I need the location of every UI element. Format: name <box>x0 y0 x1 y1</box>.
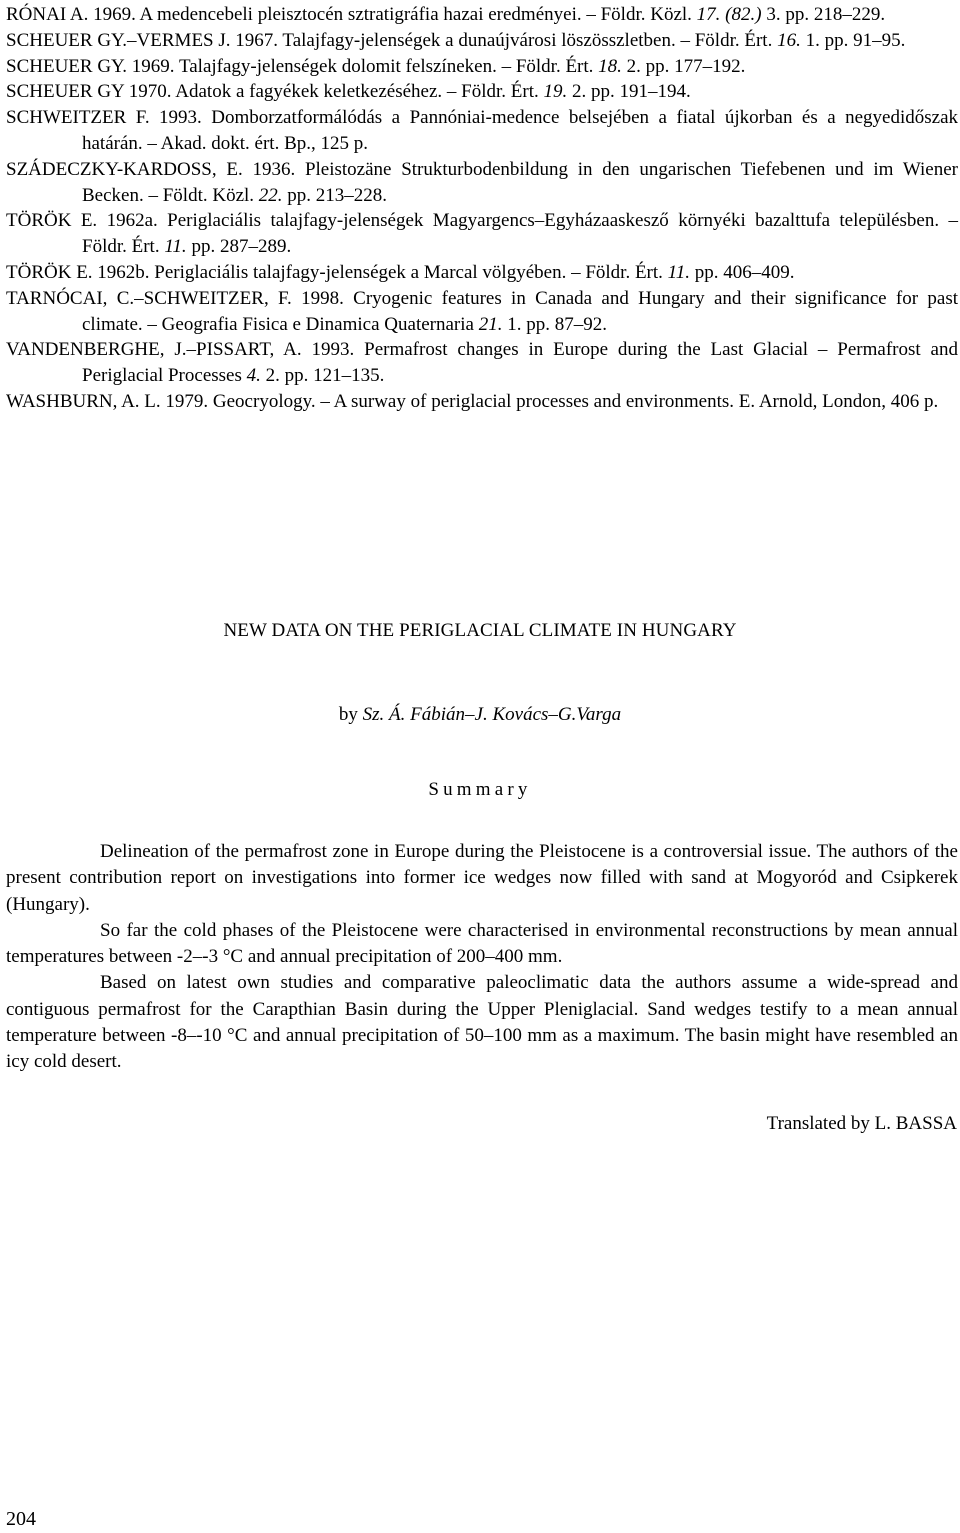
summary-heading: Summary <box>428 779 532 800</box>
reference-scheuer-1970 <box>6 79 958 105</box>
reference-text: SCHEUER GY. 1969. Talajfagy-jelenségek dolomit felszíneken. – Földr. Ért. <box>6 55 599 77</box>
reference-text: SZÁDECZKY-KARDOSS, E. 1936. Pleistozäne Strukturbodenbildung in den ungarischen Tiefebenen und im Wiener Becken. – Földt. Közl. <box>6 158 958 206</box>
reference-volume: 17. (82.) <box>696 4 762 25</box>
reference-pages: 3. pp. 218–229. <box>761 4 886 25</box>
summary-authors <box>0 704 960 726</box>
reference-volume: 18. <box>598 55 622 77</box>
reference-pages: pp. 287–289. <box>186 236 292 258</box>
summary-body <box>6 839 958 1076</box>
reference-pages: 2. pp. 191–194. <box>567 81 691 103</box>
reference-pages: pp. 213–228. <box>282 184 388 206</box>
reference-pages: 1. pp. 87–92. <box>502 313 607 335</box>
summary-paragraph: Delineation of the permafrost zone in Europe during the Pleistocene is a controversial issue. The authors of the present contribution report on investigations into former ice wedges now filled with sand at Mogyoród and Csipkerek (Hungary). <box>6 841 958 915</box>
reference-pages: 1. pp. 91–95. <box>800 29 906 51</box>
author-names: Sz. Á. Fábián–J. Kovács–G.Varga <box>362 704 622 725</box>
reference-text: WASHBURN, A. L. 1979. Geocryology. – A surway of periglacial processes and environments. E. Arnold, London, 406 p. <box>6 390 939 412</box>
reference-list <box>6 2 958 415</box>
reference-torok-1962a <box>6 208 958 260</box>
reference-tarnocai-schweitzer-1998 <box>6 286 958 338</box>
reference-volume: 19. <box>543 81 568 103</box>
reference-volume: 4. <box>246 365 261 387</box>
reference-text: TÖRÖK E. 1962a. Periglaciális talajfagy-jelenségek Magyargencs–Egyházaaskesző környéki bazalttufa településben. – Földr. Ért. <box>6 210 958 258</box>
reference-pages: 2. pp. 177–192. <box>621 55 746 77</box>
reference-text: TÖRÖK E. 1962b. Periglaciális talajfagy-jelenségek a Marcal völgyében. – Földr. Ért. <box>6 261 668 283</box>
reference-volume: 22. <box>258 184 283 206</box>
reference-scheuer-vermes-1967 <box>6 28 958 54</box>
reference-pages: 2. pp. 121–135. <box>260 365 385 387</box>
reference-volume: 16. <box>777 29 801 51</box>
page-number: 204 <box>6 1508 36 1530</box>
summary-paragraph: So far the cold phases of the Pleistocene were characterised in environmental reconstructions by mean annual temperatures between -2–-3 °C and annual precipitation of 200–400 mm. <box>6 919 958 968</box>
reference-text: SCHWEITZER F. 1993. Domborzatformálódás a Pannóniai-medence belsejében a fiatal újkorban és a negyedidőszak határán. – Akad. dokt. ért. Bp., 125 p. <box>6 107 958 154</box>
reference-text: TARNÓCAI, C.–SCHWEITZER, F. 1998. Cryogenic features in Canada and Hungary and their significance for past climate. – Geografia Fisica e Dinamica Quaternaria <box>6 287 958 335</box>
reference-text: RÓNAI A. 1969. A medencebeli pleisztocén sztratigráfia hazai eredményei. – Földr. Közl. <box>6 4 697 25</box>
reference-schweitzer-1993 <box>6 105 958 157</box>
reference-text: VANDENBERGHE, J.–PISSART, A. 1993. Permafrost changes in Europe during the Last Glacial – Permafrost and Periglacial Processes <box>6 339 958 387</box>
reference-vandenberghe-pissart-1993 <box>6 337 958 389</box>
by-label: by <box>338 704 363 725</box>
reference-torok-1962b <box>6 260 958 286</box>
reference-washburn-1979 <box>6 389 958 415</box>
summary-paragraph: Based on latest own studies and comparative paleoclimatic data the authors assume a wide-spread and contiguous permafrost for the Carapthian Basin during the Upper Pleniglacial. Sand wedges testify to a mean annual temperature between -8–-10 °C and annual precipitation of 50–100 mm as a maximum. The basin might have resembled an icy cold desert. <box>6 972 958 1073</box>
reference-text: SCHEUER GY.–VERMES J. 1967. Talajfagy-jelenségek a dunaújvárosi löszösszletben. – Földr. Ért. <box>6 29 778 51</box>
reference-volume: 21. <box>478 313 503 335</box>
reference-szadeczky-kardoss-1936 <box>6 157 958 209</box>
reference-ronai-1969 <box>6 2 958 28</box>
reference-text: SCHEUER GY 1970. Adatok a fagyékek keletkezéséhez. – Földr. Ért. <box>6 81 544 103</box>
reference-pages: pp. 406–409. <box>690 261 795 283</box>
summary-title: NEW DATA ON THE PERIGLACIAL CLIMATE IN HUNGARY <box>223 620 737 641</box>
reference-scheuer-1969 <box>6 54 958 80</box>
reference-volume: 11. <box>667 261 690 283</box>
translator-credit: Translated by L. BASSA <box>766 1113 957 1134</box>
reference-volume: 11. <box>164 236 187 258</box>
